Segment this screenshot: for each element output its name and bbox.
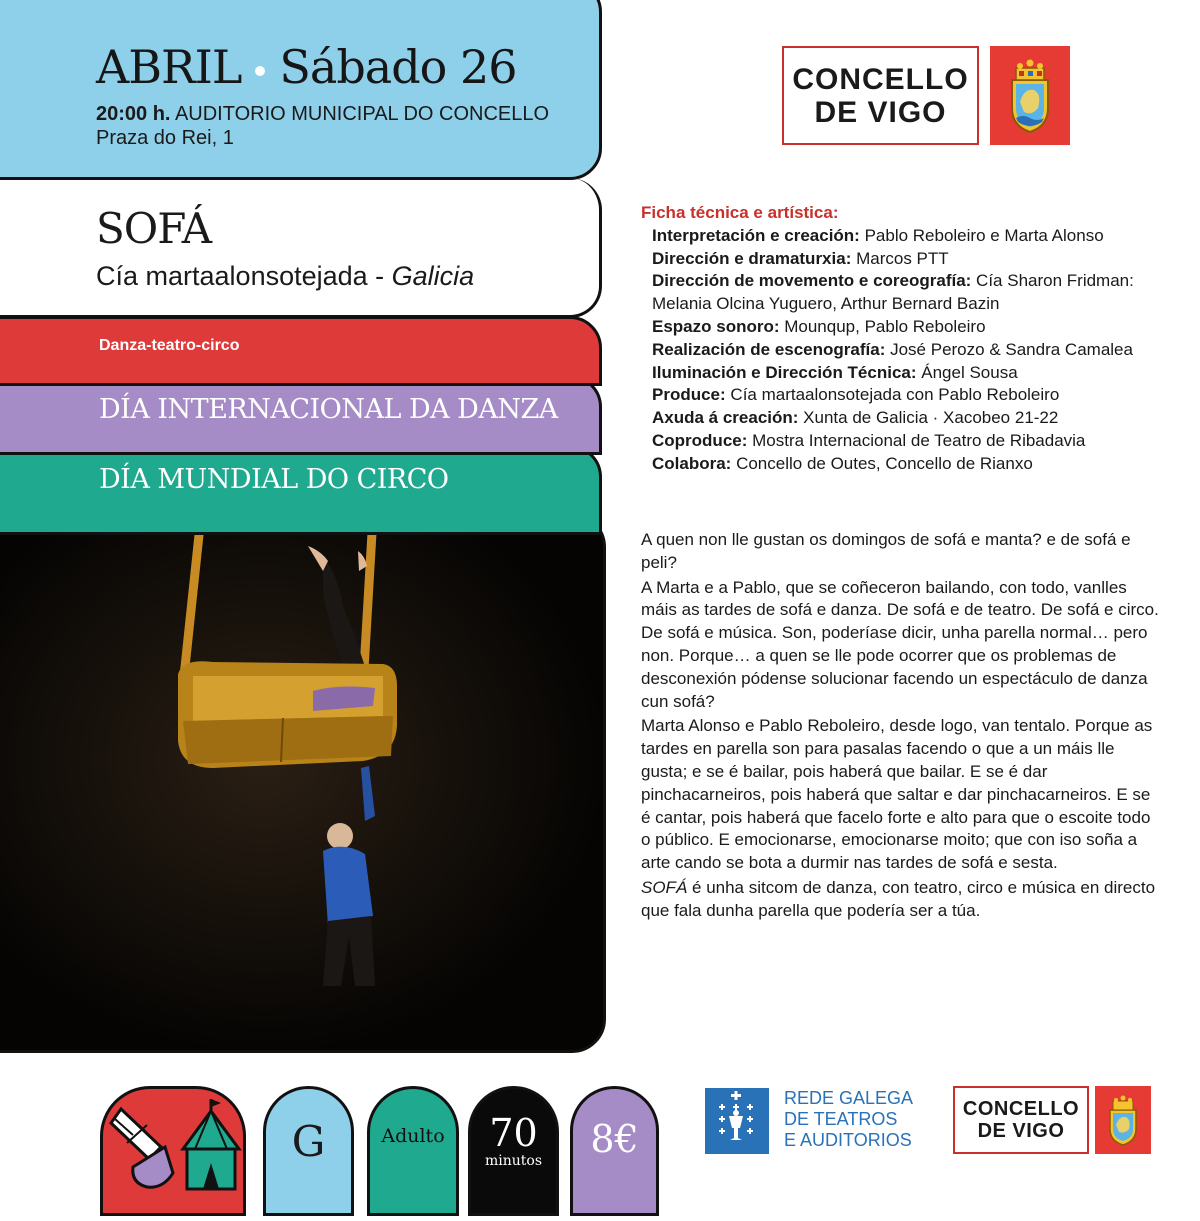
description-block: [641, 529, 1161, 925]
credit-label: Dirección de movemento e coreografía:: [652, 271, 972, 291]
concello-logo-line2: DE VIGO: [977, 1120, 1065, 1142]
audience-label: Adulto: [381, 1125, 445, 1147]
credit-row: [641, 339, 1161, 362]
circus-day-label: DÍA MUNDIAL DO CIRCO: [99, 464, 449, 495]
credit-label: Dirección e dramaturxia:: [652, 248, 852, 268]
separator-dot-icon: [255, 66, 265, 76]
performance-photo: [0, 513, 606, 1053]
credit-value: José Perozo & Sandra Camalea: [885, 339, 1133, 359]
credits-block: [641, 202, 1161, 476]
vigo-coat-of-arms-small-icon: [1095, 1086, 1151, 1154]
credit-value: Cía Sharon Fridman: Melania Olcina Yuguero, Arthur Bernard Bazin: [652, 271, 1134, 314]
description-closing: é unha sitcom de danza, con teatro, circo e música en directo que fala dunha parella que podería ser a túa.: [641, 877, 1156, 920]
dance-circus-icon: [103, 1089, 243, 1216]
credit-row: [641, 270, 1161, 316]
day-label: Sábado 26: [279, 40, 517, 94]
credit-row: [641, 316, 1161, 339]
credit-value: Xunta de Galicia · Xacobeo 21-22: [798, 408, 1059, 428]
rede-galega-logo: [784, 1088, 913, 1151]
time-label: 20:00 h.: [96, 103, 171, 125]
credit-row: [641, 248, 1161, 271]
rating-label: G: [291, 1117, 326, 1166]
credits-heading: Ficha técnica e artística:: [641, 203, 839, 222]
vigo-coat-of-arms-icon: [990, 46, 1070, 145]
xunta-logo-icon: [705, 1088, 767, 1154]
credit-value: Mounqup, Pablo Reboleiro: [779, 316, 986, 336]
genre-label: Danza-teatro-circo: [99, 337, 240, 354]
credit-value: Cía martaalonsotejada con Pablo Reboleiro: [725, 385, 1060, 405]
company-line: [96, 261, 474, 292]
credit-label: Interpretación e creación:: [652, 225, 860, 245]
event-tab-circus-day: [0, 445, 602, 535]
aerial-sofa-photo: [0, 516, 606, 1053]
credit-label: Colabora:: [652, 453, 732, 473]
show-title-italic: SOFÁ: [641, 877, 688, 897]
price-label: 8€: [590, 1117, 639, 1161]
credit-label: Axuda á creación:: [652, 408, 799, 428]
genre-tab: [0, 316, 602, 386]
duration-value: 70: [489, 1111, 538, 1155]
month-label: ABRIL: [96, 40, 242, 94]
price-icon: [570, 1086, 659, 1216]
rede-logo-line3: E AUDITORIOS: [784, 1130, 912, 1150]
rede-logo-line1: REDE GALEGA: [784, 1088, 914, 1108]
credit-row: [641, 453, 1161, 476]
credit-row: [641, 407, 1161, 430]
company-name: Cía martaalonsotejada -: [96, 261, 392, 291]
description-paragraph: A Marta e a Pablo, que se coñeceron bailando, con todo, vanlles máis as tardes de sofá e danza. De sofá e de teatro. De sofá e circo. De sofá e música. Son, poderíase dicir, unha parella normal… pero non. Porque… a quen se lle pode ocorrer que os problemas de desconexión pódense solucionar facendo un espectáculo de danza cun sofá?: [641, 577, 1159, 711]
credit-value: Ángel Sousa: [916, 362, 1018, 382]
duration-icon: [468, 1086, 559, 1216]
venue-label: AUDITORIO MUNICIPAL DO CONCELLO: [174, 103, 550, 125]
credit-value: Pablo Reboleiro e Marta Alonso: [859, 225, 1104, 245]
address-label: Praza do Rei, 1: [96, 127, 234, 149]
time-venue: [96, 103, 549, 126]
dance-day-label: DÍA INTERNACIONAL DA DANZA: [99, 394, 558, 425]
credit-label: Iluminación e Dirección Técnica:: [652, 362, 917, 382]
event-date: [96, 40, 517, 94]
duration-unit: minutos: [484, 1153, 543, 1169]
rede-logo-divider: [767, 1088, 769, 1154]
genre-pictogram: [100, 1086, 246, 1216]
audience-icon: [367, 1086, 459, 1216]
credit-value: Concello de Outes, Concello de Rianxo: [731, 453, 1033, 473]
title-tab: [0, 178, 602, 318]
concello-de-vigo-logo: [782, 46, 979, 145]
company-origin: Galicia: [391, 261, 475, 291]
credit-row: [641, 384, 1161, 407]
credit-label: Espazo sonoro:: [652, 316, 780, 336]
credit-label: Realización de escenografía:: [652, 339, 886, 359]
rating-icon: [263, 1086, 354, 1216]
credit-label: Produce:: [652, 385, 726, 405]
credit-row: [641, 225, 1161, 248]
credit-value: Mostra Internacional de Teatro de Ribadavia: [747, 430, 1086, 450]
credit-row: [641, 430, 1161, 453]
description-paragraph: Marta Alonso e Pablo Reboleiro, desde logo, van tentalo. Porque as tardes en parella son para pasalas facendo o que a un máis lle gusta; e se é bailar, pois haberá que bailar. E se é dar pinchacarneiros, pois haberá que saltar e dar pinchacarneiros. E se é cantar, pois haberá que facelo forte e alto para que o escoite todo o público. E emocionarse, emocionarse moito; que con iso soña a arte cando se bota a durmir nas tardes de sofá e sesta.: [641, 716, 1153, 873]
rede-logo-line2: DE TEATROS: [784, 1109, 898, 1129]
event-tab-dance-day: [0, 375, 602, 455]
description-paragraph: [641, 877, 1161, 923]
description-paragraph: A quen non lle gustan os domingos de sofá e manta? e de sofá e peli?: [641, 530, 1131, 572]
concello-logo-line1: CONCELLO: [962, 1098, 1080, 1120]
credit-label: Coproduce:: [652, 430, 748, 450]
concello-logo-line1: CONCELLO: [792, 62, 969, 96]
show-title: SOFÁ: [96, 204, 212, 253]
concello-de-vigo-logo-small: [953, 1086, 1089, 1154]
concello-logo-line2: DE VIGO: [814, 95, 947, 129]
credit-value: Marcos PTT: [851, 248, 949, 268]
credit-row: [641, 362, 1161, 385]
